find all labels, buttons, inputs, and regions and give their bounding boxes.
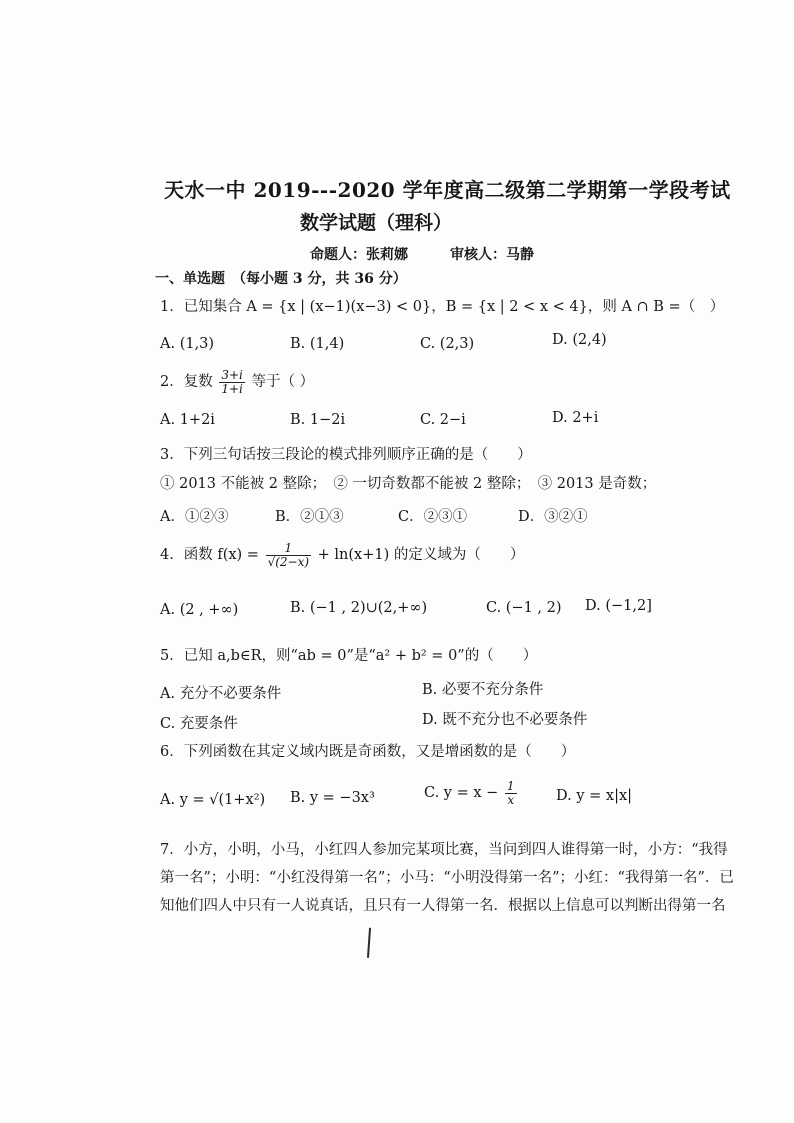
question-3-option-a: A．①②③ bbox=[160, 509, 229, 525]
question-1-option-a: A. (1,3) bbox=[160, 336, 215, 352]
question-7-line-2: 第一名”；小明：“小红没得第一名”；小马：“小明没得第一名”；小红：“我得第一名”．已 bbox=[160, 870, 734, 886]
question-4-option-b: B. (−1 , 2)∪(2,+∞) bbox=[290, 600, 428, 616]
question-6-option-c bbox=[424, 780, 519, 806]
question-2-stem-suffix: 等于（ ） bbox=[251, 374, 315, 391]
question-6-option-c-text: C. y = x − bbox=[424, 785, 499, 802]
question-4-fraction-denominator: √(2−x) bbox=[267, 554, 310, 569]
question-2-stem-prefix: 2．复数 bbox=[160, 374, 213, 391]
question-4-option-d: D. (−1,2] bbox=[585, 598, 652, 614]
question-7-line-3: 知他们四人中只有一人说真话，且只有一人得第一名．根据以上信息可以判断出得第一名 bbox=[160, 898, 726, 914]
question-5-option-a: A. 充分不必要条件 bbox=[160, 686, 282, 702]
section-title: 一、单选题 （每小题 3 分，共 36 分） bbox=[155, 271, 407, 287]
question-2-option-d: D. 2+i bbox=[552, 410, 599, 426]
question-4-option-c: C. (−1 , 2) bbox=[486, 600, 562, 616]
question-1-option-c: C. (2,3) bbox=[420, 336, 475, 352]
question-6-option-c-fraction bbox=[505, 780, 517, 806]
question-4-fraction-numerator: 1 bbox=[266, 542, 311, 556]
question-3-option-b: B．②①③ bbox=[275, 509, 344, 525]
question-4-fraction bbox=[266, 542, 311, 568]
question-5-option-b: B. 必要不充分条件 bbox=[422, 682, 544, 698]
question-2-option-b: B. 1−2i bbox=[290, 412, 346, 428]
question-3-option-d: D．③②① bbox=[518, 509, 588, 525]
question-3-stem: 3．下列三句话按三段论的模式排列顺序正确的是（ ） bbox=[160, 447, 532, 463]
bleed-through-text bbox=[600, 214, 660, 231]
exam-subtitle: 数学试题（理科） bbox=[300, 212, 453, 234]
question-4-stem bbox=[160, 542, 524, 568]
page-number-mark bbox=[367, 928, 377, 958]
exam-title: 天水一中 2019---2020 学年度高二级第二学期第一学段考试 bbox=[164, 178, 731, 202]
question-1-option-d: D. (2,4) bbox=[552, 332, 607, 348]
question-4-option-a: A. (2 , +∞) bbox=[160, 602, 239, 618]
question-2-fraction-denominator: 1+i bbox=[221, 381, 243, 396]
question-6-option-b: B. y = −3x³ bbox=[290, 790, 375, 806]
question-3-statements: ① 2013 不能被 2 整除； ② 一切奇数都不能被 2 整除； ③ 2013 是奇数； bbox=[160, 476, 657, 492]
question-6-option-d: D. y = x|x| bbox=[556, 788, 633, 804]
question-2-fraction-numerator: 3+i bbox=[221, 368, 243, 382]
question-2-fraction bbox=[219, 369, 245, 395]
question-1-option-b: B. (1,4) bbox=[290, 336, 345, 352]
question-7-line-1: 7．小方，小明，小马，小红四人参加完某项比赛，当问到四人谁得第一时，小方：“我得 bbox=[160, 842, 728, 858]
question-5-option-c: C. 充要条件 bbox=[160, 716, 238, 732]
question-6-option-a: A. y = √(1+x²) bbox=[160, 792, 266, 808]
question-4-stem-prefix: 4．函数 f(x) = bbox=[160, 547, 259, 564]
question-2-stem bbox=[160, 369, 314, 395]
question-3-option-c: C．②③① bbox=[398, 509, 468, 525]
question-4-stem-suffix: + ln(x+1) 的定义域为（ ） bbox=[317, 547, 525, 564]
question-6-option-c-denominator: x bbox=[507, 792, 515, 807]
question-5-option-d: D. 既不充分也不必要条件 bbox=[422, 712, 588, 728]
exam-authors: 命题人：张莉娜 审核人：马静 bbox=[310, 247, 534, 263]
question-2-option-c: C. 2−i bbox=[420, 412, 466, 428]
question-6-option-c-numerator: 1 bbox=[506, 779, 515, 793]
question-5-stem: 5．已知 a,b∈R，则“ab = 0”是“a² + b² = 0”的（ ） bbox=[160, 648, 538, 664]
question-2-option-a: A. 1+2i bbox=[160, 412, 215, 428]
question-6-stem: 6．下列函数在其定义域内既是奇函数，又是增函数的是（ ） bbox=[160, 744, 576, 760]
question-1-stem: 1．已知集合 A = {x | (x−1)(x−3) < 0}，B = {x | 2 < x < 4}，则 A ∩ B =（ ） bbox=[160, 299, 725, 315]
